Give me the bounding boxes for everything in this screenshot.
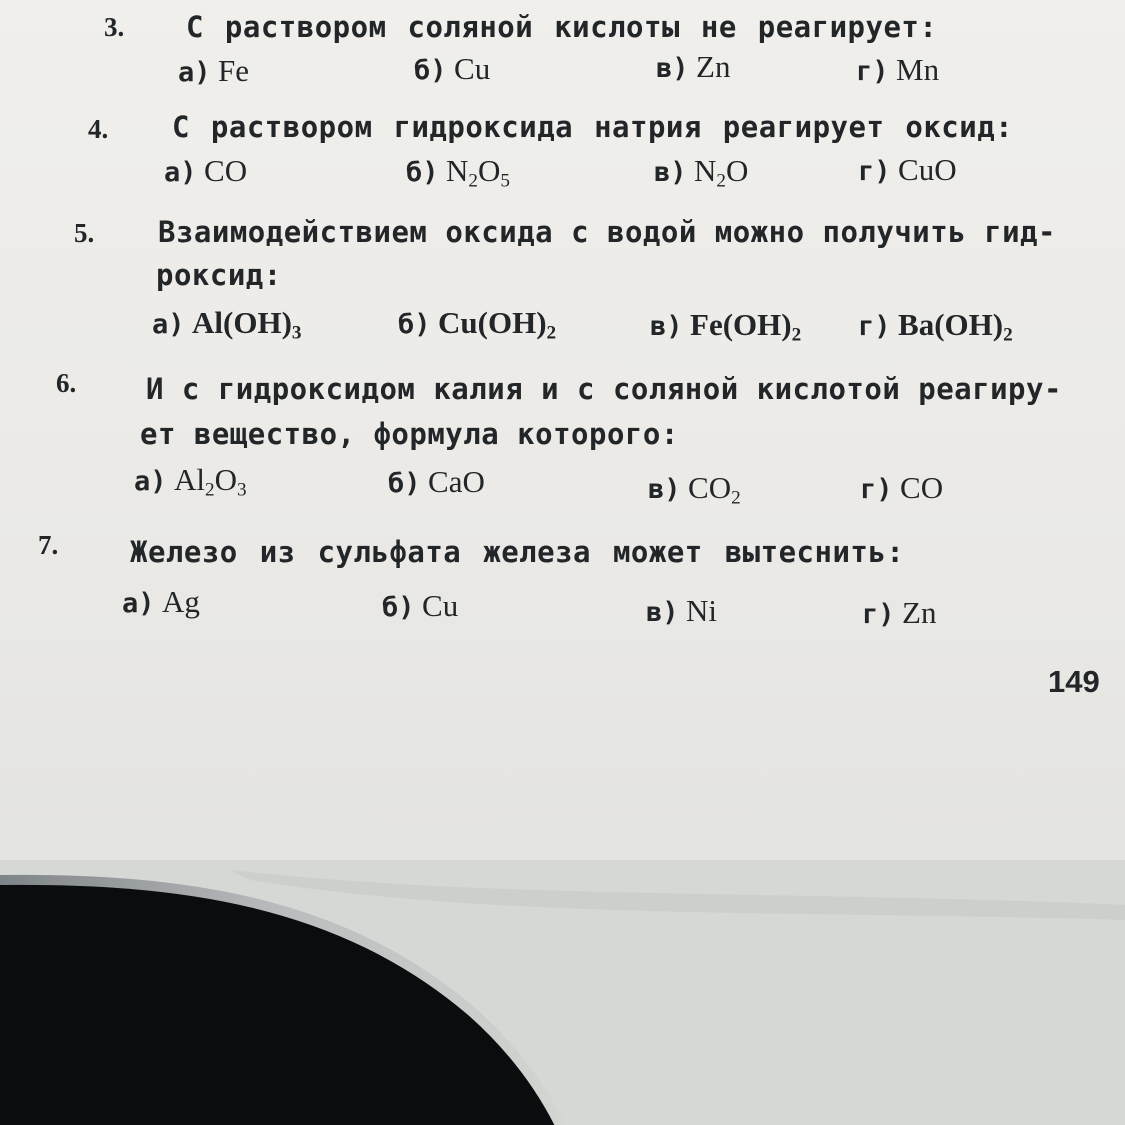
question-text: С раствором соляной кислоты не реагирует: bbox=[186, 10, 938, 44]
option-value: $Al_2O_3$ bbox=[174, 462, 247, 501]
answer-option bbox=[650, 307, 801, 346]
option-value: Fe bbox=[218, 53, 250, 88]
option-value: CaO bbox=[428, 464, 485, 499]
option-value: CO bbox=[900, 470, 944, 505]
option-value: $Cu(OH)_2$ bbox=[438, 305, 557, 344]
option-label: г) bbox=[858, 311, 891, 342]
option-value: Cu bbox=[422, 588, 459, 623]
page-number: 149 bbox=[1048, 664, 1100, 699]
answer-option bbox=[646, 593, 717, 629]
option-label: г) bbox=[856, 56, 889, 87]
answer-option bbox=[164, 153, 247, 189]
option-value: Zn bbox=[902, 595, 937, 630]
question-text: Железо из сульфата железа может вытеснить: bbox=[130, 535, 905, 569]
option-label: г) bbox=[862, 599, 895, 630]
option-value: Ni bbox=[686, 593, 718, 628]
option-value: Ag bbox=[162, 584, 200, 619]
option-value: CuO bbox=[898, 152, 957, 187]
answer-option bbox=[858, 307, 1013, 346]
question-number: 5. bbox=[74, 218, 95, 248]
question-text-line-1: И с гидроксидом калия и с соляной кислотой реагиру- bbox=[146, 372, 1062, 406]
question-number: 7. bbox=[38, 530, 59, 560]
option-value: CO bbox=[204, 153, 248, 188]
answer-option bbox=[654, 153, 748, 192]
question-text-line-1: Взаимодействием оксида с водой можно получить гид- bbox=[158, 215, 1056, 249]
answer-option bbox=[648, 470, 741, 509]
option-label: а) bbox=[164, 157, 197, 188]
option-label: б) bbox=[388, 468, 421, 499]
question-number: 6. bbox=[56, 368, 77, 398]
option-label: а) bbox=[122, 588, 155, 619]
option-label: б) bbox=[382, 592, 415, 623]
answer-option bbox=[178, 53, 249, 89]
option-label: в) bbox=[654, 157, 687, 188]
option-label: в) bbox=[648, 474, 681, 505]
answer-option bbox=[398, 305, 556, 344]
answer-option bbox=[388, 464, 485, 500]
option-value: $N_2O$ bbox=[694, 153, 749, 192]
option-value: $N_2O_5$ bbox=[446, 153, 511, 192]
question-number: 3. bbox=[104, 12, 125, 42]
option-label: в) bbox=[646, 597, 679, 628]
option-label: в) bbox=[650, 311, 683, 342]
option-value: $Al(OH)_3$ bbox=[192, 305, 302, 344]
option-label: а) bbox=[152, 309, 185, 340]
answer-option bbox=[406, 153, 510, 192]
answer-option bbox=[414, 51, 490, 87]
option-label: б) bbox=[398, 309, 431, 340]
option-label: а) bbox=[134, 466, 167, 497]
answer-option bbox=[152, 305, 302, 344]
question-text-line-2: ет вещество, формула которого: bbox=[140, 417, 679, 451]
option-value: Cu bbox=[454, 51, 491, 86]
option-value: Mn bbox=[896, 52, 940, 87]
option-value: $CO_2$ bbox=[688, 470, 741, 509]
answer-option bbox=[860, 470, 943, 506]
answer-option bbox=[134, 462, 247, 501]
question-text-line-2: роксид: bbox=[156, 258, 282, 292]
option-value: Zn bbox=[696, 49, 731, 84]
laptop-edge-shadow bbox=[0, 860, 1125, 1125]
option-value: $Fe(OH)_2$ bbox=[690, 307, 802, 346]
question-text: С раствором гидроксида натрия реагирует оксид: bbox=[172, 110, 1014, 144]
answer-option bbox=[862, 595, 936, 631]
answer-option bbox=[856, 52, 939, 88]
answer-option bbox=[858, 152, 957, 188]
option-label: г) bbox=[860, 474, 893, 505]
answer-option bbox=[382, 588, 458, 624]
option-label: б) bbox=[414, 55, 447, 86]
option-label: в) bbox=[656, 53, 689, 84]
answer-option bbox=[656, 49, 730, 85]
option-value: $Ba(OH)_2$ bbox=[898, 307, 1013, 346]
option-label: г) bbox=[858, 156, 891, 187]
option-label: а) bbox=[178, 57, 211, 88]
question-number: 4. bbox=[88, 114, 109, 144]
option-label: б) bbox=[406, 157, 439, 188]
answer-option bbox=[122, 584, 200, 620]
